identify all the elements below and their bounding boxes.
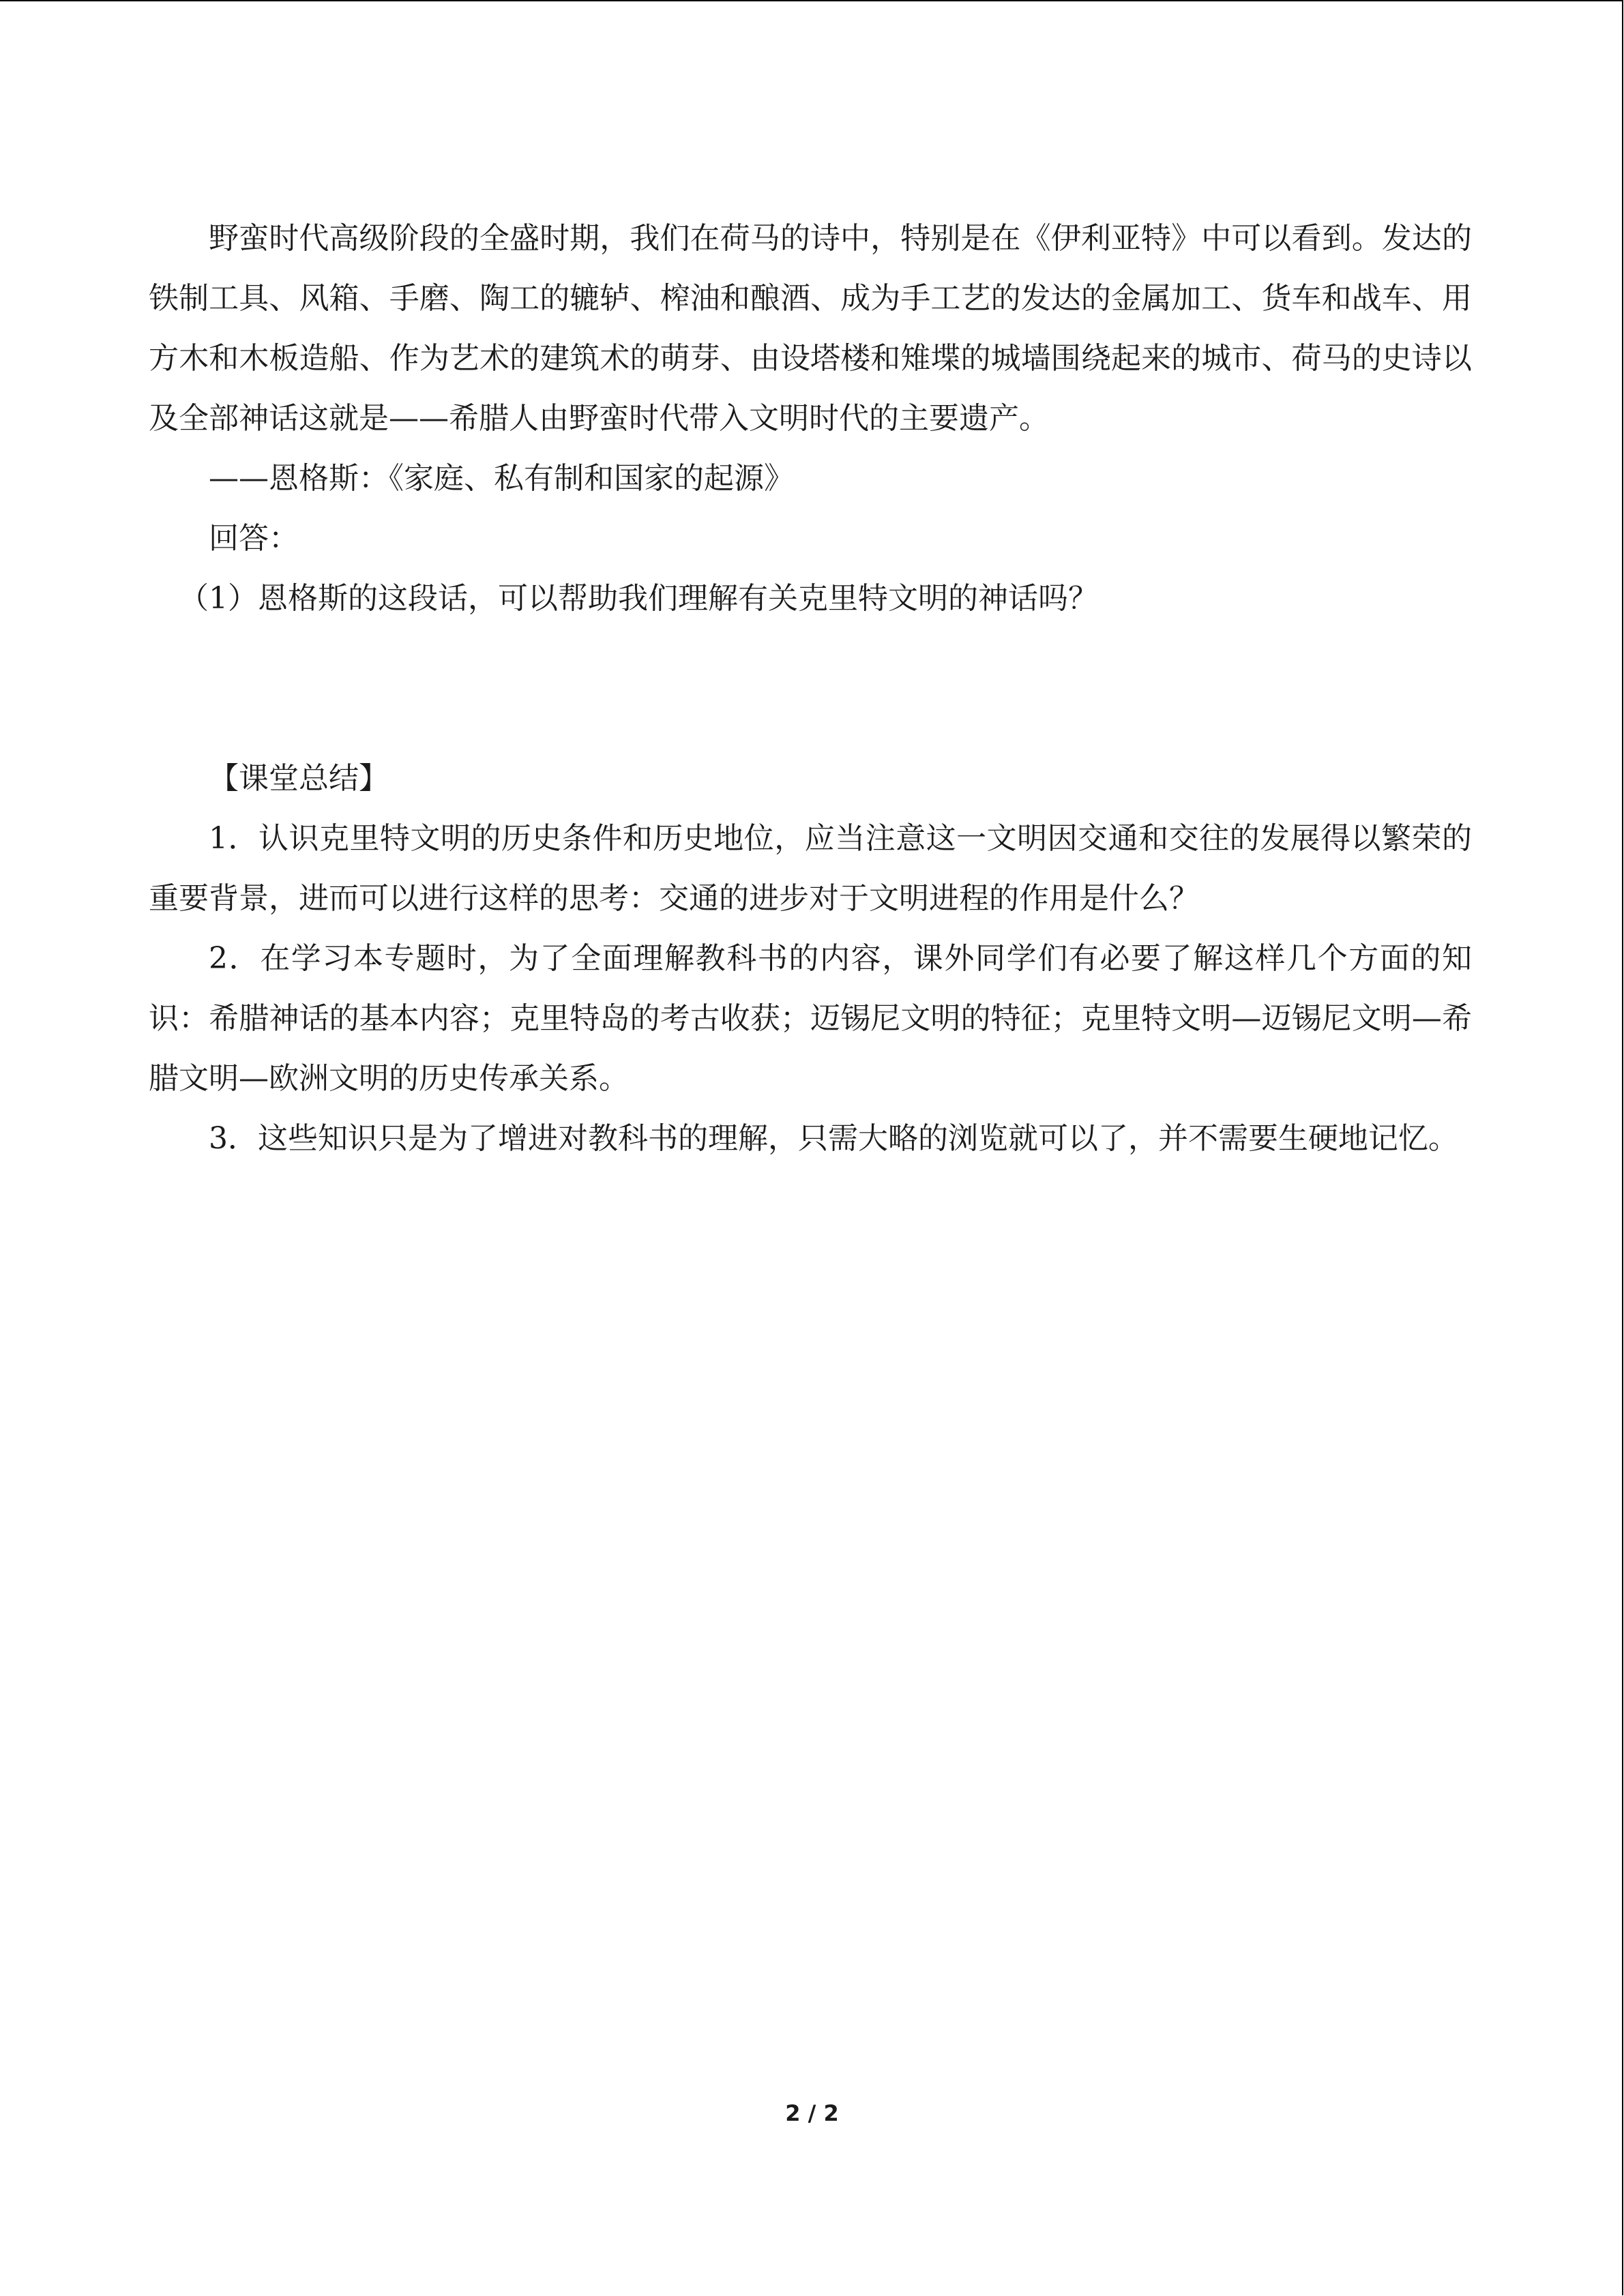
document-body <box>149 209 1472 1169</box>
page-number: 2 / 2 <box>785 2100 839 2126</box>
question-1: （1）恩格斯的这段话，可以帮助我们理解有关克里特文明的神话吗？ <box>179 581 1098 616</box>
summary-heading: 【课堂总结】 <box>209 761 389 796</box>
quote-source: ——恩格斯：《家庭、私有制和国家的起源》 <box>209 461 794 496</box>
summary-item-1: 1．认识克里特文明的历史条件和历史地位，应当注意这一文明因交通和交往的发展得以繁荣的重要背景，进而可以进行这样的思考：交通的进步对于文明进程的作用是什么？ <box>149 821 1472 916</box>
summary-item-3: 3．这些知识只是为了增进对教科书的理解，只需大略的浏览就可以了，并不需要生硬地记忆。 <box>209 1121 1458 1156</box>
answer-space <box>149 629 1472 749</box>
answer-label: 回答： <box>209 521 299 556</box>
quote-paragraph: 野蛮时代高级阶段的全盛时期，我们在荷马的诗中，特别是在《伊利亚特》中可以看到。发达的铁制工具、风箱、手磨、陶工的辘轳、榨油和酿酒、成为手工艺的发达的金属加工、货车和战车、用方木和木板造船、作为艺术的建筑术的萌芽、由设塔楼和雉堞的城墙围绕起来的城市、荷马的史诗以及全部神话这就是——希腊人由野蛮时代带入文明时代的主要遗产。 <box>149 221 1472 436</box>
summary-item-2: 2．在学习本专题时，为了全面理解教科书的内容，课外同学们有必要了解这样几个方面的知识：希腊神话的基本内容；克里特岛的考古收获；迈锡尼文明的特征；克里特文明—迈锡尼文明—希腊文明—欧洲文明的历史传承关系。 <box>149 941 1472 1096</box>
